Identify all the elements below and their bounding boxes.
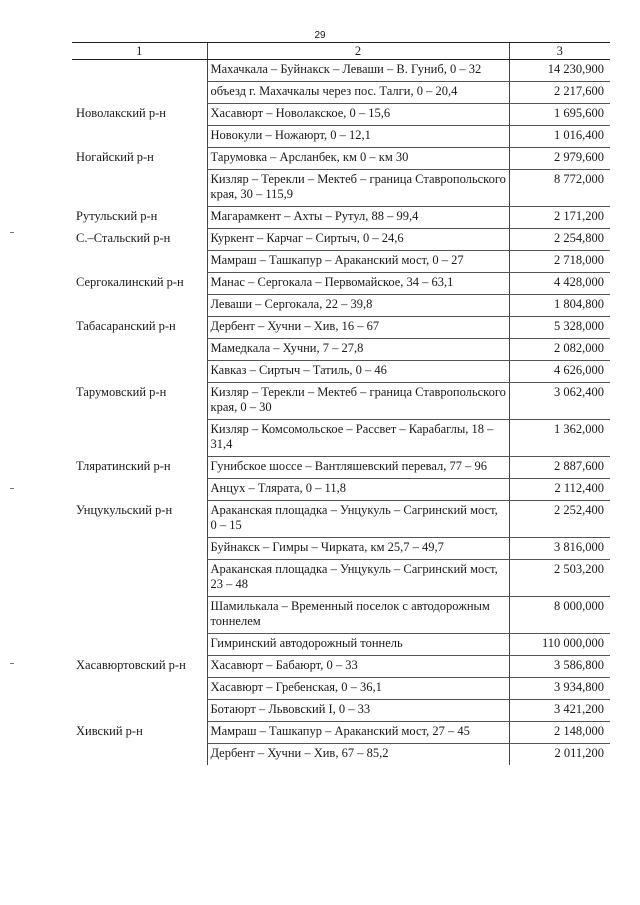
district-cell: Тляратинский р-н bbox=[76, 458, 171, 473]
table-row bbox=[72, 700, 610, 722]
district-cell bbox=[72, 700, 207, 722]
district-cell bbox=[72, 678, 207, 700]
scan-mark bbox=[10, 663, 14, 664]
district-cell: Сергокалинский р-н bbox=[76, 274, 184, 289]
road-section-cell: Араканская площадка – Унцукуль – Сагринский мост, 23 – 48 bbox=[207, 560, 509, 597]
road-section-cell: Кизляр – Терекли – Мектеб – граница Ставропольского края, 30 – 115,9 bbox=[207, 170, 509, 207]
district-cell bbox=[72, 126, 207, 148]
amount-cell: 2 887,600 bbox=[509, 457, 610, 479]
road-section-cell: Буйнакск – Гимры – Чирката, км 25,7 – 49,7 bbox=[207, 538, 509, 560]
road-section-cell: Дербент – Хучни – Хив, 16 – 67 bbox=[207, 317, 509, 339]
amount-cell: 2 254,800 bbox=[509, 229, 610, 251]
amount-cell: 2 148,000 bbox=[509, 722, 610, 744]
amount-cell: 3 062,400 bbox=[509, 383, 610, 420]
table-body bbox=[72, 60, 610, 766]
table-row bbox=[72, 339, 610, 361]
amount-cell: 2 112,400 bbox=[509, 479, 610, 501]
district-cell bbox=[72, 295, 207, 317]
district-cell bbox=[72, 479, 207, 501]
table-row bbox=[72, 560, 610, 597]
road-section-cell: Шамилькала – Временный поселок с автодорожным тоннелем bbox=[207, 597, 509, 634]
table-row bbox=[72, 383, 610, 420]
amount-cell: 14 230,900 bbox=[509, 60, 610, 82]
amount-cell: 1 695,600 bbox=[509, 104, 610, 126]
district-cell bbox=[72, 597, 207, 634]
amount-cell: 2 252,400 bbox=[509, 501, 610, 538]
table-row bbox=[72, 126, 610, 148]
table-row bbox=[72, 538, 610, 560]
amount-cell: 2 011,200 bbox=[509, 744, 610, 766]
amount-cell: 1 362,000 bbox=[509, 420, 610, 457]
road-funding-table bbox=[72, 42, 610, 765]
amount-cell: 8 000,000 bbox=[509, 597, 610, 634]
road-section-cell: Тарумовка – Арсланбек, км 0 – км 30 bbox=[207, 148, 509, 170]
district-cell: Хивский р-н bbox=[76, 723, 143, 738]
road-section-cell: Гимринский автодорожный тоннель bbox=[207, 634, 509, 656]
amount-cell: 4 626,000 bbox=[509, 361, 610, 383]
table-row bbox=[72, 656, 610, 678]
amount-cell: 2 503,200 bbox=[509, 560, 610, 597]
table-row bbox=[72, 457, 610, 479]
table-row bbox=[72, 295, 610, 317]
table-row bbox=[72, 148, 610, 170]
table-row bbox=[72, 420, 610, 457]
road-section-cell: Леваши – Сергокала, 22 – 39,8 bbox=[207, 295, 509, 317]
amount-cell: 1 016,400 bbox=[509, 126, 610, 148]
road-section-cell: Мамраш – Ташкапур – Араканский мост, 27 – 45 bbox=[207, 722, 509, 744]
road-section-cell: Магарамкент – Ахты – Рутул, 88 – 99,4 bbox=[207, 207, 509, 229]
road-section-cell: Хасавюрт – Бабаюрт, 0 – 33 bbox=[207, 656, 509, 678]
road-section-cell: Манас – Сергокала – Первомайское, 34 – 63,1 bbox=[207, 273, 509, 295]
road-section-cell: Мамедкала – Хучни, 7 – 27,8 bbox=[207, 339, 509, 361]
road-section-cell: Араканская площадка – Унцукуль – Сагринский мост, 0 – 15 bbox=[207, 501, 509, 538]
table-row bbox=[72, 361, 610, 383]
road-section-cell: Дербент – Хучни – Хив, 67 – 85,2 bbox=[207, 744, 509, 766]
road-section-cell: Ботаюрт – Львовский I, 0 – 33 bbox=[207, 700, 509, 722]
amount-cell: 4 428,000 bbox=[509, 273, 610, 295]
table-row bbox=[72, 273, 610, 295]
table-row bbox=[72, 317, 610, 339]
district-cell bbox=[72, 339, 207, 361]
district-cell: Ногайский р-н bbox=[76, 149, 154, 164]
district-cell bbox=[72, 82, 207, 104]
district-cell bbox=[72, 560, 207, 597]
table-row bbox=[72, 634, 610, 656]
table-row bbox=[72, 207, 610, 229]
amount-cell: 110 000,000 bbox=[509, 634, 610, 656]
road-section-cell: Махачкала – Буйнакск – Леваши – В. Гуниб, 0 – 32 bbox=[207, 60, 509, 82]
road-section-cell: Новокули – Ножаюрт, 0 – 12,1 bbox=[207, 126, 509, 148]
table-row bbox=[72, 479, 610, 501]
table-row bbox=[72, 229, 610, 251]
district-cell bbox=[72, 634, 207, 656]
road-section-cell: Гунибское шоссе – Вантляшевский перевал, 77 – 96 bbox=[207, 457, 509, 479]
road-section-cell: объезд г. Махачкалы через пос. Талги, 0 – 20,4 bbox=[207, 82, 509, 104]
amount-cell: 2 082,000 bbox=[509, 339, 610, 361]
amount-cell: 5 328,000 bbox=[509, 317, 610, 339]
district-cell bbox=[72, 744, 207, 766]
amount-cell: 8 772,000 bbox=[509, 170, 610, 207]
district-cell: Унцукульский р-н bbox=[76, 502, 173, 517]
amount-cell: 2 979,600 bbox=[509, 148, 610, 170]
district-cell bbox=[72, 60, 207, 82]
table-row bbox=[72, 678, 610, 700]
column-header-1: 1 bbox=[72, 43, 207, 60]
road-section-cell: Хасавюрт – Гребенская, 0 – 36,1 bbox=[207, 678, 509, 700]
scan-mark bbox=[10, 232, 14, 233]
amount-cell: 3 816,000 bbox=[509, 538, 610, 560]
district-cell: Рутульский р-н bbox=[76, 208, 158, 223]
amount-cell: 2 171,200 bbox=[509, 207, 610, 229]
amount-cell: 3 934,800 bbox=[509, 678, 610, 700]
road-section-cell: Хасавюрт – Новолакское, 0 – 15,6 bbox=[207, 104, 509, 126]
district-cell: С.–Стальский р-н bbox=[76, 230, 171, 245]
district-cell bbox=[72, 361, 207, 383]
column-header-2: 2 bbox=[207, 43, 509, 60]
scan-mark bbox=[10, 488, 14, 489]
table-row bbox=[72, 597, 610, 634]
table-row bbox=[72, 104, 610, 126]
table-row bbox=[72, 60, 610, 82]
table-row bbox=[72, 744, 610, 766]
table-header bbox=[72, 43, 610, 60]
district-cell: Табасаранский р-н bbox=[76, 318, 176, 333]
district-cell bbox=[72, 420, 207, 457]
table-row bbox=[72, 251, 610, 273]
road-section-cell: Куркент – Карчаг – Сиртыч, 0 – 24,6 bbox=[207, 229, 509, 251]
district-cell bbox=[72, 538, 207, 560]
road-section-cell: Анцух – Тлярата, 0 – 11,8 bbox=[207, 479, 509, 501]
table-row bbox=[72, 722, 610, 744]
column-header-3: 3 bbox=[509, 43, 610, 60]
road-section-cell: Мамраш – Ташкапур – Араканский мост, 0 – 27 bbox=[207, 251, 509, 273]
district-cell: Тарумовский р-н bbox=[76, 384, 167, 399]
district-cell: Новолакский р-н bbox=[76, 105, 166, 120]
table-row bbox=[72, 82, 610, 104]
amount-cell: 3 586,800 bbox=[509, 656, 610, 678]
page-number: 29 bbox=[314, 30, 326, 41]
road-section-cell: Кизляр – Терекли – Мектеб – граница Ставропольского края, 0 – 30 bbox=[207, 383, 509, 420]
district-cell bbox=[72, 170, 207, 207]
amount-cell: 1 804,800 bbox=[509, 295, 610, 317]
table-row bbox=[72, 170, 610, 207]
road-section-cell: Кизляр – Комсомольское – Рассвет – Карабаглы, 18 – 31,4 bbox=[207, 420, 509, 457]
amount-cell: 2 217,600 bbox=[509, 82, 610, 104]
district-cell: Хасавюртовский р-н bbox=[76, 657, 186, 672]
amount-cell: 3 421,200 bbox=[509, 700, 610, 722]
district-cell bbox=[72, 251, 207, 273]
road-section-cell: Кавказ – Сиртыч – Татиль, 0 – 46 bbox=[207, 361, 509, 383]
table-row bbox=[72, 501, 610, 538]
amount-cell: 2 718,000 bbox=[509, 251, 610, 273]
